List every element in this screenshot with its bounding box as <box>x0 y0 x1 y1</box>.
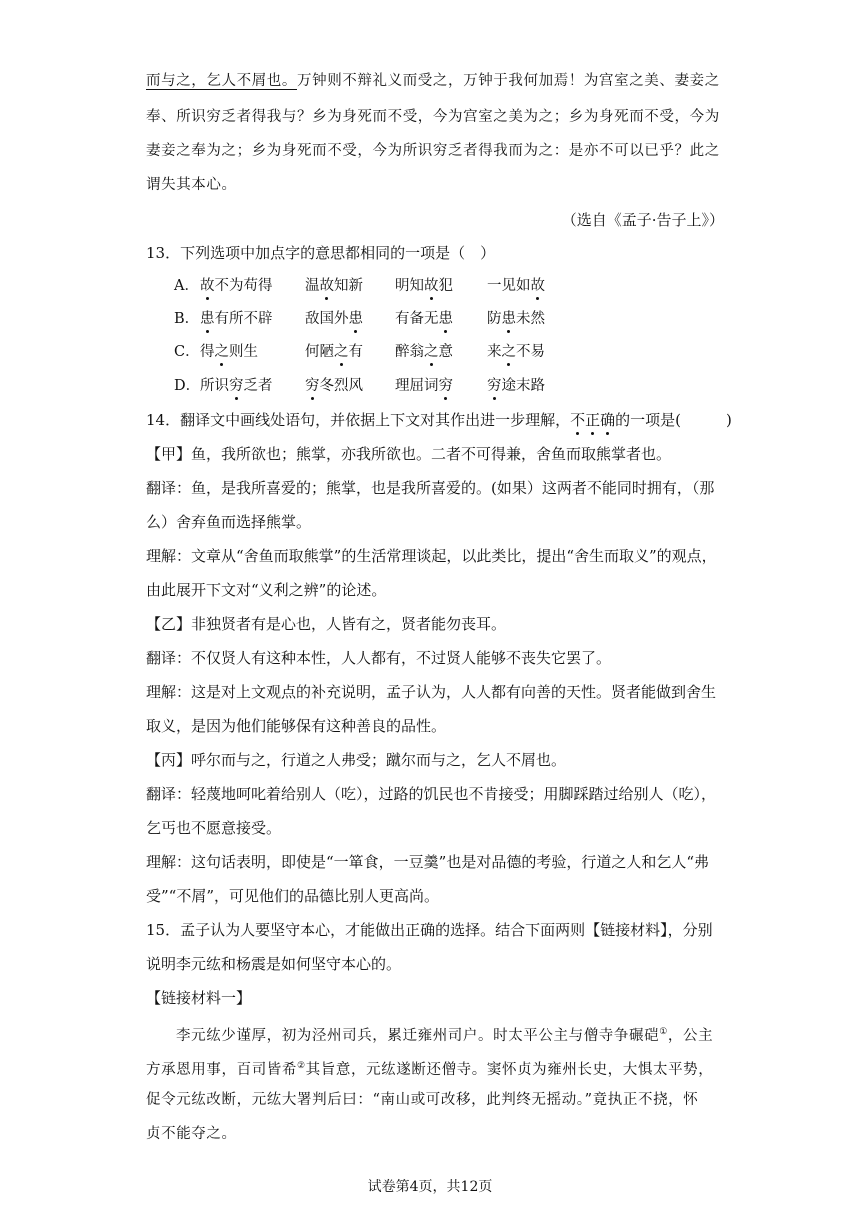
q14-stem: 14．翻译文中画线处语句，并依据上下文对其作出进一步理解，不正确的一项是( ) <box>146 411 732 429</box>
passage-line-4: 谓失其本心。 <box>146 177 237 193</box>
passage-source: （选自《孟子·告子上》） <box>561 211 724 229</box>
q14-bing: 【丙】呼尔而与之，行道之人弗受；蹴尔而与之，乞人不屑也。 <box>146 751 567 769</box>
dotted-char: 穷 <box>438 378 453 394</box>
dotted-char: 之 <box>424 344 439 360</box>
q13-option-a-phrase: 故不为苟得 <box>200 278 273 294</box>
q14-bing-translation-1: 翻译：轻蔑地呵叱着给别人（吃），过路的饥民也不肯接受；用脚踩踏过给别人（吃）， <box>146 785 717 803</box>
q13-option-d-phrase: 穷冬烈风 <box>305 378 363 394</box>
q14-jia: 【甲】鱼，我所欲也；熊掌，亦我所欲也。二者不可得兼，舍鱼而取熊掌者也。 <box>146 445 672 463</box>
q13-option-d-phrase: 理屈词穷 <box>395 378 453 394</box>
q13-option-b-phrase: 患有所不辟 <box>200 311 273 327</box>
q13-option-b-phrase: 防患未然 <box>487 311 545 327</box>
q13-option-d-letter: D． <box>174 378 201 394</box>
q13-option-a-phrase: 温故知新 <box>305 278 363 294</box>
q14-jia-understanding-2: 由此展开下文对“义利之辨”的论述。 <box>146 581 387 599</box>
q13-option-a-letter: A． <box>174 278 199 294</box>
passage-line-2: 奉、所识穷乏者得我与？乡为身死而不受，今为宫室之美为之；乡为身死而不受，今为 <box>146 109 720 125</box>
q14-yi-translation: 翻译：不仅贤人有这种本性，人人都有，不过贤人能够不丧失它罢了。 <box>146 649 612 667</box>
q13-option-a-phrase: 明知故犯 <box>395 278 453 294</box>
q13-option-c-phrase: 来之不易 <box>487 344 545 360</box>
dotted-char: 之 <box>334 344 349 360</box>
dotted-char: 患 <box>501 311 516 327</box>
q14-bing-understanding-2: 受”“不屑”，可见他们的品德比别人更高尚。 <box>146 887 440 905</box>
q13-option-c-phrase: 醉翁之意 <box>395 344 453 360</box>
q15-stem-2: 说明李元纮和杨震是如何坚守本心的。 <box>146 955 402 973</box>
q13-option-d-phrase: 所识穷乏者 <box>200 378 273 394</box>
q13-option-c-phrase: 何陋之有 <box>305 344 363 360</box>
dotted-char: 确 <box>600 411 616 429</box>
emphasis-dotted-text <box>570 411 615 429</box>
footnote-mark-2: ② <box>297 1061 306 1071</box>
q13-option-c-phrase: 得之则生 <box>200 344 258 360</box>
dotted-char: 患 <box>438 311 453 327</box>
q15-material-line-4: 贞不能夺之。 <box>146 1126 237 1142</box>
q14-bing-translation-2: 乞丐也不愿意接受。 <box>146 819 282 837</box>
q13-option-b-phrase: 敌国外患 <box>305 311 363 327</box>
q14-jia-translation-2: 么）舍弃鱼而选择熊掌。 <box>146 513 312 531</box>
footnote-mark-1: ① <box>659 1027 668 1037</box>
page-footer: 试卷第4页，共12页 <box>367 1179 493 1195</box>
passage-line-1: 而与之，乞人不屑也。万钟则不辩礼义而受之，万钟于我何加焉！为宫室之美、妻妾之 <box>146 73 720 89</box>
passage-line-3: 妻妾之奉为之；乡为身死而不受，今为所识穷乏者得我而为之：是亦不可以已乎？此之 <box>146 143 720 159</box>
q13-option-d-phrase: 穷途末路 <box>487 378 545 394</box>
q13-option-a-phrase: 一见如故 <box>487 278 545 294</box>
q13-option-b-letter: B． <box>174 311 200 327</box>
q15-stem-1: 15．孟子认为人要坚守本心，才能做出正确的选择。结合下面两则【链接材料】，分别 <box>146 921 713 939</box>
q15-material-title: 【链接材料一】 <box>146 989 252 1007</box>
dotted-char: 之 <box>501 344 516 360</box>
underlined-phrase: 而与之，乞人不屑也。 <box>146 73 297 89</box>
dotted-char: 患 <box>200 311 215 327</box>
dotted-char: 正 <box>585 411 601 429</box>
q15-material-line-3: 促令元纮改断，元纮大署判后曰：“南山或可改移，此判终无摇动。”竟执正不挠，怀 <box>146 1092 699 1108</box>
dotted-char: 穷 <box>305 378 320 394</box>
q14-jia-understanding-1: 理解：文章从“舍鱼而取熊掌”的生活常理谈起，以此类比，提出“舍生而取义”的观点， <box>146 547 717 565</box>
q13-stem: 13．下列选项中加点字的意思都相同的一项是（ ） <box>146 244 496 262</box>
q14-jia-translation-1: 翻译：鱼，是我所喜爱的；熊掌，也是我所喜爱的。(如果）这两者不能同时拥有，（那 <box>146 479 715 497</box>
q14-yi: 【乙】非独贤者有是心也，人皆有之，贤者能勿丧耳。 <box>146 615 507 633</box>
q13-option-b-phrase: 有备无患 <box>395 311 453 327</box>
dotted-char: 穷 <box>487 378 502 394</box>
dotted-char: 患 <box>348 311 363 327</box>
q15-material-line-1: 李元纮少谨厚，初为泾州司兵，累迁雍州司户。时太平公主与僧寺争碾硙①，公主 <box>176 1027 714 1044</box>
q13-option-c-letter: C． <box>174 344 200 360</box>
q14-bing-understanding-1: 理解：这句话表明，即使是“一箪食，一豆羹”也是对品德的考验，行道之人和乞人“弗 <box>146 853 710 871</box>
dotted-char: 故 <box>424 278 439 294</box>
dotted-char: 故 <box>200 278 215 294</box>
dotted-char: 之 <box>214 344 229 360</box>
q15-material-line-2: 方承恩用事，百司皆希②其旨意，元纮遂断还僧寺。窦怀贞为雍州长史，大惧太平势， <box>146 1061 714 1078</box>
q14-yi-understanding-1: 理解：这是对上文观点的补充说明，孟子认为，人人都有向善的天性。贤者能做到舍生 <box>146 683 717 701</box>
dotted-char: 穷 <box>229 378 244 394</box>
dotted-char: 故 <box>319 278 334 294</box>
dotted-char: 故 <box>530 278 545 294</box>
dotted-char: 不 <box>570 411 586 429</box>
q14-yi-understanding-2: 取义，是因为他们能够保有这种善良的品性。 <box>146 717 447 735</box>
